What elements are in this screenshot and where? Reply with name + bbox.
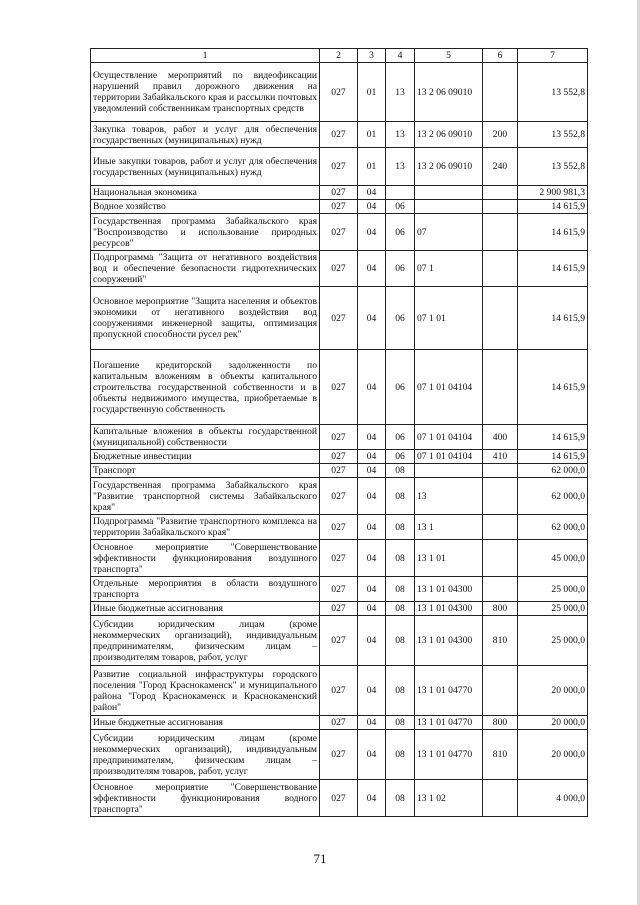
cell-expense-type [483,186,518,200]
cell-expense-type [483,666,518,716]
cell-ministry: 027 [320,540,358,577]
cell-amount: 25 000,0 [518,577,588,602]
cell-target-article: 13 2 06 09010 [415,148,483,186]
cell-subsection: 08 [386,515,415,540]
table-row [91,148,588,186]
cell-subsection: 13 [386,122,415,148]
cell-subsection: 13 [386,148,415,186]
cell-amount: 20 000,0 [518,666,588,716]
cell-expense-type [483,350,518,425]
cell-name: Капитальные вложения в объекты государственной (муниципальной) собственности [91,425,320,450]
cell-section: 01 [358,63,386,122]
cell-amount: 14 615,9 [518,200,588,214]
cell-section: 04 [358,780,386,817]
cell-target-article: 13 1 01 04770 [415,730,483,780]
table-row [91,515,588,540]
cell-expense-type [483,464,518,478]
cell-ministry: 027 [320,122,358,148]
cell-section: 04 [358,478,386,515]
cell-section: 04 [358,540,386,577]
cell-name: Подпрограмма "Развитие транспортного комплекса на территории Забайкальского края" [91,515,320,540]
cell-expense-type [483,780,518,817]
cell-subsection: 08 [386,478,415,515]
cell-amount: 13 552,8 [518,122,588,148]
cell-name: Закупка товаров, работ и услуг для обеспечения государственных (муниципальных) нужд [91,122,320,148]
cell-target-article: 07 1 [415,251,483,287]
cell-target-article: 13 2 06 09010 [415,122,483,148]
cell-amount: 13 552,8 [518,63,588,122]
table-row [91,464,588,478]
cell-subsection: 08 [386,540,415,577]
cell-amount: 45 000,0 [518,540,588,577]
cell-target-article: 07 1 01 [415,287,483,350]
cell-expense-type: 800 [483,602,518,616]
cell-name: Осуществление мероприятий по видеофиксации нарушений правил дорожного движения на территории Забайкальского края и рассылки почтовых уведомлений собственникам транспортных средств [91,63,320,122]
cell-ministry: 027 [320,515,358,540]
cell-ministry: 027 [320,63,358,122]
cell-subsection: 06 [386,425,415,450]
cell-amount: 14 615,9 [518,450,588,464]
cell-section: 04 [358,200,386,214]
cell-expense-type: 800 [483,716,518,730]
cell-name: Субсидии юридическим лицам (кроме некоммерческих организаций), индивидуальным предпринимателям, физическим лицам – производителям товаров, работ, услуг [91,616,320,666]
cell-target-article [415,464,483,478]
cell-ministry: 027 [320,464,358,478]
table-body [91,63,588,817]
table-row [91,616,588,666]
cell-name: Бюджетные инвестиции [91,450,320,464]
cell-section: 04 [358,716,386,730]
cell-ministry: 027 [320,478,358,515]
cell-ministry: 027 [320,200,358,214]
cell-target-article: 13 1 01 04770 [415,666,483,716]
header-col-5: 5 [415,49,483,63]
table-row [91,251,588,287]
cell-subsection: 08 [386,602,415,616]
cell-subsection: 06 [386,214,415,251]
cell-ministry: 027 [320,666,358,716]
cell-section: 01 [358,122,386,148]
table-row [91,478,588,515]
cell-target-article: 13 [415,478,483,515]
cell-subsection: 06 [386,450,415,464]
table-row [91,602,588,616]
cell-section: 04 [358,450,386,464]
table-row [91,450,588,464]
cell-section: 04 [358,186,386,200]
cell-name: Основное мероприятие "Совершенствование эффективности функционирования водного транспорта" [91,780,320,817]
cell-expense-type: 810 [483,730,518,780]
cell-target-article: 13 1 01 04300 [415,577,483,602]
cell-ministry: 027 [320,716,358,730]
cell-target-article: 07 1 01 04104 [415,350,483,425]
cell-ministry: 027 [320,214,358,251]
cell-ministry: 027 [320,602,358,616]
cell-section: 04 [358,515,386,540]
cell-expense-type [483,515,518,540]
header-row [91,49,588,63]
cell-target-article [415,200,483,214]
cell-expense-type: 810 [483,616,518,666]
header-col-1: 1 [91,49,320,63]
cell-section: 04 [358,287,386,350]
cell-amount: 13 552,8 [518,148,588,186]
cell-section: 04 [358,730,386,780]
header-col-4: 4 [386,49,415,63]
table-row [91,730,588,780]
cell-target-article: 13 1 02 [415,780,483,817]
table-row [91,425,588,450]
cell-subsection: 06 [386,350,415,425]
cell-target-article: 13 1 01 04300 [415,616,483,666]
table-row [91,716,588,730]
cell-amount: 4 000,0 [518,780,588,817]
header-col-2: 2 [320,49,358,63]
cell-expense-type: 400 [483,425,518,450]
cell-section: 04 [358,350,386,425]
cell-section: 04 [358,464,386,478]
cell-expense-type: 200 [483,122,518,148]
cell-expense-type [483,577,518,602]
header-col-6: 6 [483,49,518,63]
cell-name: Государственная программа Забайкальского края "Воспроизводство и использование природных ресурсов" [91,214,320,251]
cell-expense-type [483,251,518,287]
cell-ministry: 027 [320,287,358,350]
cell-subsection: 08 [386,666,415,716]
table-row [91,186,588,200]
cell-expense-type [483,63,518,122]
header-col-3: 3 [358,49,386,63]
cell-subsection: 08 [386,730,415,780]
table-row [91,200,588,214]
cell-amount: 20 000,0 [518,730,588,780]
cell-target-article: 07 [415,214,483,251]
cell-ministry: 027 [320,577,358,602]
cell-section: 01 [358,148,386,186]
cell-target-article: 13 1 01 [415,540,483,577]
table-row [91,63,588,122]
cell-subsection: 08 [386,716,415,730]
cell-section: 04 [358,214,386,251]
page-number: 71 [313,851,327,866]
cell-expense-type: 240 [483,148,518,186]
cell-section: 04 [358,251,386,287]
cell-name: Погашение кредиторской задолженности по капитальным вложениям в объекты капитального строительства государственной собственности и в объекты недвижимого имущества, приобретаемые в государственную собственность [91,350,320,425]
cell-ministry: 027 [320,186,358,200]
cell-amount: 25 000,0 [518,616,588,666]
cell-name: Субсидии юридическим лицам (кроме некоммерческих организаций), индивидуальным предпринимателям, физическим лицам – производителям товаров, работ, услуг [91,730,320,780]
cell-expense-type [483,214,518,251]
cell-subsection: 08 [386,577,415,602]
cell-name: Иные закупки товаров, работ и услуг для обеспечения государственных (муниципальных) нужд [91,148,320,186]
cell-name: Развитие социальной инфраструктуры городского поселения "Город Краснокаменск" и муниципального района "Город Краснокаменск и Краснокаменский район" [91,666,320,716]
cell-ministry: 027 [320,251,358,287]
cell-amount: 2 900 981,3 [518,186,588,200]
table-row [91,122,588,148]
cell-name: Отдельные мероприятия в области воздушного транспорта [91,577,320,602]
table-row [91,540,588,577]
cell-target-article: 07 1 01 04104 [415,425,483,450]
cell-name: Подпрограмма "Защита от негативного воздействия вод и обеспечение безопасности гидротехнических сооружений" [91,251,320,287]
cell-amount: 62 000,0 [518,464,588,478]
cell-name: Национальная экономика [91,186,320,200]
cell-name: Государственная программа Забайкальского края "Развитие транспортной системы Забайкальского края" [91,478,320,515]
cell-subsection: 06 [386,200,415,214]
cell-amount: 14 615,9 [518,425,588,450]
budget-table [90,48,588,817]
table-row [91,577,588,602]
cell-amount: 20 000,0 [518,716,588,730]
cell-name: Основное мероприятие "Защита населения и объектов экономики от негативного воздействия вод сооружениями инженерной защиты, оптимизация пропускной способности русел рек" [91,287,320,350]
cell-subsection: 08 [386,616,415,666]
cell-amount: 14 615,9 [518,350,588,425]
table-row [91,214,588,251]
cell-amount: 14 615,9 [518,251,588,287]
cell-ministry: 027 [320,780,358,817]
cell-ministry: 027 [320,350,358,425]
cell-ministry: 027 [320,730,358,780]
cell-amount: 62 000,0 [518,515,588,540]
cell-target-article: 07 1 01 04104 [415,450,483,464]
cell-section: 04 [358,425,386,450]
cell-section: 04 [358,616,386,666]
cell-target-article [415,186,483,200]
cell-expense-type [483,200,518,214]
cell-subsection: 06 [386,251,415,287]
table-row [91,780,588,817]
cell-subsection [386,186,415,200]
cell-expense-type [483,478,518,515]
cell-amount: 25 000,0 [518,602,588,616]
cell-section: 04 [358,577,386,602]
cell-target-article: 13 1 [415,515,483,540]
cell-target-article: 13 2 06 09010 [415,63,483,122]
cell-ministry: 027 [320,425,358,450]
cell-name: Основное мероприятие "Совершенствование эффективности функционирования воздушного транспорта" [91,540,320,577]
cell-expense-type [483,540,518,577]
cell-subsection: 08 [386,780,415,817]
cell-subsection: 08 [386,464,415,478]
cell-name: Иные бюджетные ассигнования [91,716,320,730]
header-col-7: 7 [518,49,588,63]
cell-target-article: 13 1 01 04300 [415,602,483,616]
cell-section: 04 [358,666,386,716]
cell-subsection: 13 [386,63,415,122]
cell-name: Транспорт [91,464,320,478]
cell-ministry: 027 [320,450,358,464]
table-row [91,350,588,425]
cell-amount: 14 615,9 [518,214,588,251]
cell-expense-type [483,287,518,350]
cell-name: Иные бюджетные ассигнования [91,602,320,616]
cell-amount: 62 000,0 [518,478,588,515]
cell-ministry: 027 [320,616,358,666]
cell-target-article: 13 1 01 04770 [415,716,483,730]
cell-amount: 14 615,9 [518,287,588,350]
cell-name: Водное хозяйство [91,200,320,214]
table-row [91,666,588,716]
cell-ministry: 027 [320,148,358,186]
table-row [91,287,588,350]
cell-subsection: 06 [386,287,415,350]
cell-expense-type: 410 [483,450,518,464]
cell-section: 04 [358,602,386,616]
